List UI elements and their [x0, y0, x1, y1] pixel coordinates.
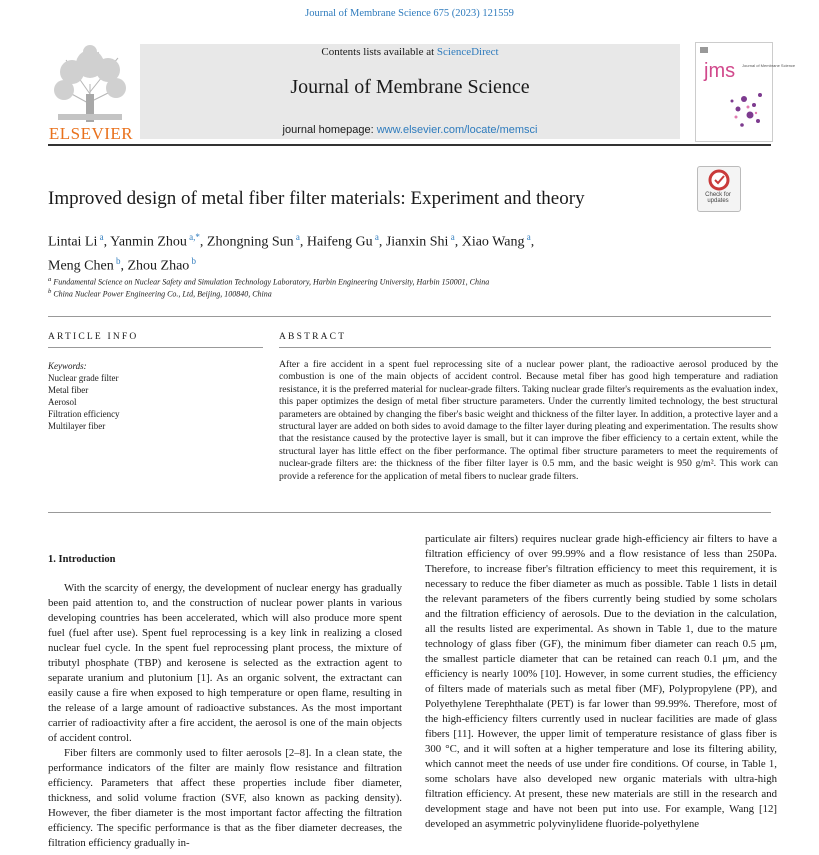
- author-affiliation-mark[interactable]: a: [524, 232, 531, 242]
- author-name[interactable]: Jianxin Shi: [385, 234, 449, 250]
- author-affiliation-mark[interactable]: b: [113, 255, 121, 266]
- keyword-item: Nuclear grade filter: [48, 373, 119, 383]
- article-title: Improved design of metal fiber filter materials: Experiment and theory: [48, 188, 585, 209]
- paragraph: With the scarcity of energy, the development of nuclear energy has gradually been paid attention to, and the construction of nuclear power plants in various developing countries has been accelerated, which will also produce more spent fuel (fuel after use). Spent fuel reprocessing is a key link in realizing a closed nuclear fuel cycle. In the spent fuel reprocessing plant process, the mixture of tributyl phosphate (TBP) and kerosene is selected as the extraction agent to separate uranium and plutonium [1]. As an organic solvent, the extractant can easily cause a fire when exposed to high temperature or open flame, resulting in the release of a large amount of radioactive substances. As the most important carrier of radioactivity after a fire accident, the aerosol is one of the main objects of accident control.: [48, 582, 402, 744]
- homepage-link[interactable]: www.elsevier.com/locate/memsci: [376, 124, 538, 136]
- body-rule: [48, 512, 771, 513]
- cover-logo-text: jms: [704, 60, 736, 82]
- keyword-item: Filtration efficiency: [48, 409, 120, 419]
- article-info-heading: ARTICLE INFO: [48, 332, 139, 342]
- author-list: [48, 228, 688, 275]
- keywords-block: [48, 360, 120, 432]
- author-line-1: Lintai Li $^a$, Yanmin Zhou $^{a,*}$, Zhongning Sun $^a$, Haifeng Gu $^a$, Jianxin Shi $^a$, Xiao Wang $^a$,: [48, 232, 535, 250]
- author-name[interactable]: Zhou Zhao: [127, 258, 190, 274]
- body-column-left: [48, 581, 402, 851]
- article-info-rule: [48, 347, 263, 348]
- affiliation-a: $^a$ Fundamental Science on Nuclear Safety and Simulation Technology Laboratory, Harbin Engineering University, Harbin 150001, China: [48, 276, 490, 287]
- check-for-updates-badge[interactable]: [697, 166, 741, 212]
- info-rule: [48, 316, 771, 317]
- publisher-name: ELSEVIER: [48, 124, 134, 143]
- author-name[interactable]: Meng Chen: [48, 258, 114, 274]
- abstract-rule: [279, 347, 771, 348]
- body-column-right: [425, 532, 777, 832]
- check-updates-label: Check for updates: [705, 192, 731, 204]
- contents-line: [140, 46, 680, 58]
- journal-name: Journal of Membrane Science: [290, 76, 530, 98]
- abstract-text: After a fire accident in a spent fuel reprocessing site of a nuclear power plant, the radioactive aerosol produced by the combustion is one of the main objects of accident control. Because metal fiber has good high temperature and radiation resistance, it is the preferred material for nuclear-grade filters. Taking nuclear grade filter's requirements as the evaluation index, this paper optimizes the design of metal fiber structure parameters. Under the currently limited technology, the best structural parameters are obtained by changing the fiber's basic weight and thickness of the filter layer. In addition, a protective layer and a structural layer are added on both sides to avoid damage to the filter layer during pleating and experimentation. The results show that the resistance caused by the protective layer is small, but it can improve the fiber efficiency to a certain extent, while the structural layer has little effect on the fiber performance. The optimal fiber structure parameters to meet the requirements of nuclear-grade filters are: the thickness of the fiber filter layer is 0.5 mm, and the basic weight is 950 g/m². This work can provide a reference for the application of metal fibers to nuclear grade filters.: [279, 359, 778, 482]
- keyword-item: Metal fiber: [48, 385, 89, 395]
- paragraph: Fiber filters are commonly used to filter aerosols [2–8]. In a clean state, the performance indicators of the filter are mainly flow resistance and filtration efficiency. Parameters that affect these properties include fiber diameter, thickness, and solid volume fraction (SVF, also known as packing density). However, the fiber diameter is the most important factor affecting the filtration efficiency. The specific performance is that as the fiber diameter decreases, the filtration efficiency gradually in-: [48, 747, 402, 849]
- sciencedirect-link[interactable]: ScienceDirect: [436, 46, 499, 58]
- check-updates-icon: [710, 171, 728, 189]
- keyword-item: Aerosol: [48, 397, 77, 407]
- affiliation-b: $^b$ China Nuclear Power Engineering Co., Ltd, Beijing, 100840, China: [48, 288, 272, 299]
- author-name[interactable]: Haifeng Gu: [306, 234, 373, 250]
- section-heading-introduction: 1. Introduction: [48, 554, 116, 565]
- abstract-heading: ABSTRACT: [279, 332, 347, 342]
- keywords-label: Keywords:: [48, 361, 87, 371]
- journal-reference[interactable]: Journal of Membrane Science 675 (2023) 121559: [305, 8, 514, 19]
- author-name[interactable]: Zhongning Sun: [206, 234, 294, 250]
- journal-cover[interactable]: [695, 42, 796, 142]
- homepage-line: [140, 124, 680, 136]
- author-line-2: Meng Chen $^b$, Zhou Zhao $^b$: [48, 255, 197, 274]
- author-name[interactable]: Xiao Wang: [461, 234, 525, 250]
- header-rule: [48, 144, 771, 146]
- author-affiliation-mark[interactable]: b: [189, 255, 197, 266]
- contents-prefix: Contents lists available at: [321, 46, 435, 58]
- cover-subtitle: Journal of Membrane Science: [742, 63, 796, 68]
- author-affiliation-mark[interactable]: a: [372, 232, 379, 242]
- author-affiliation-mark[interactable]: a: [448, 232, 455, 242]
- homepage-label: journal homepage:: [282, 124, 374, 136]
- author-name[interactable]: Yanmin Zhou: [110, 234, 187, 250]
- author-name[interactable]: Lintai Li: [48, 234, 98, 250]
- paragraph: particulate air filters) requires nuclear grade high-efficiency air filters to have a filtration efficiency of over 99.99% and a flow resistance of less than 250Pa. Therefore, to increase fiber's filtration efficiency to meet this requirement, it is necessary to reduce the fiber diameter as much as possible. Table 1 lists in detail the relevant parameters of the fibers currently being studied by some scholars and the filtration efficiency of aerosols. Due to the deviation in the calculation, all the results listed are experimental. As shown in Table 1, due to the mature technology of glass fiber (GF), the minimum fiber diameter can reach 0.5 μm, the smallest particle diameter that can be retained can reach 0.1 μm, and the efficiency is nearly 100% [10]. However, in some current studies, the efficiency of filters made of materials such as metal fiber (MF), Polypropylene (PP), and Polyethylene Terephthalate (PET) is far lower than 99.99%. Therefore, most of the high-efficiency filters currently used in nuclear facilities are made of glass fibers [11]. However, the upper limit of temperature resistance of glass fiber is 300 °C, and it will soften at a higher temperature and lose its filtering ability, which cannot meet the needs of use under fire conditions. Of course, in Table 1, some scholars have also developed new organic materials with ultra-high filtration efficiency. At present, these new materials are still in the research and development stage and have not been put into use. For example, Wang [12] developed an asymmetric polyvinylidene fluoride-polyethylene: [425, 533, 777, 830]
- author-affiliation-mark[interactable]: a: [97, 232, 104, 242]
- keyword-item: Multilayer fiber: [48, 421, 106, 431]
- author-affiliation-mark[interactable]: a: [293, 232, 300, 242]
- author-affiliation-mark[interactable]: a,*: [186, 232, 200, 242]
